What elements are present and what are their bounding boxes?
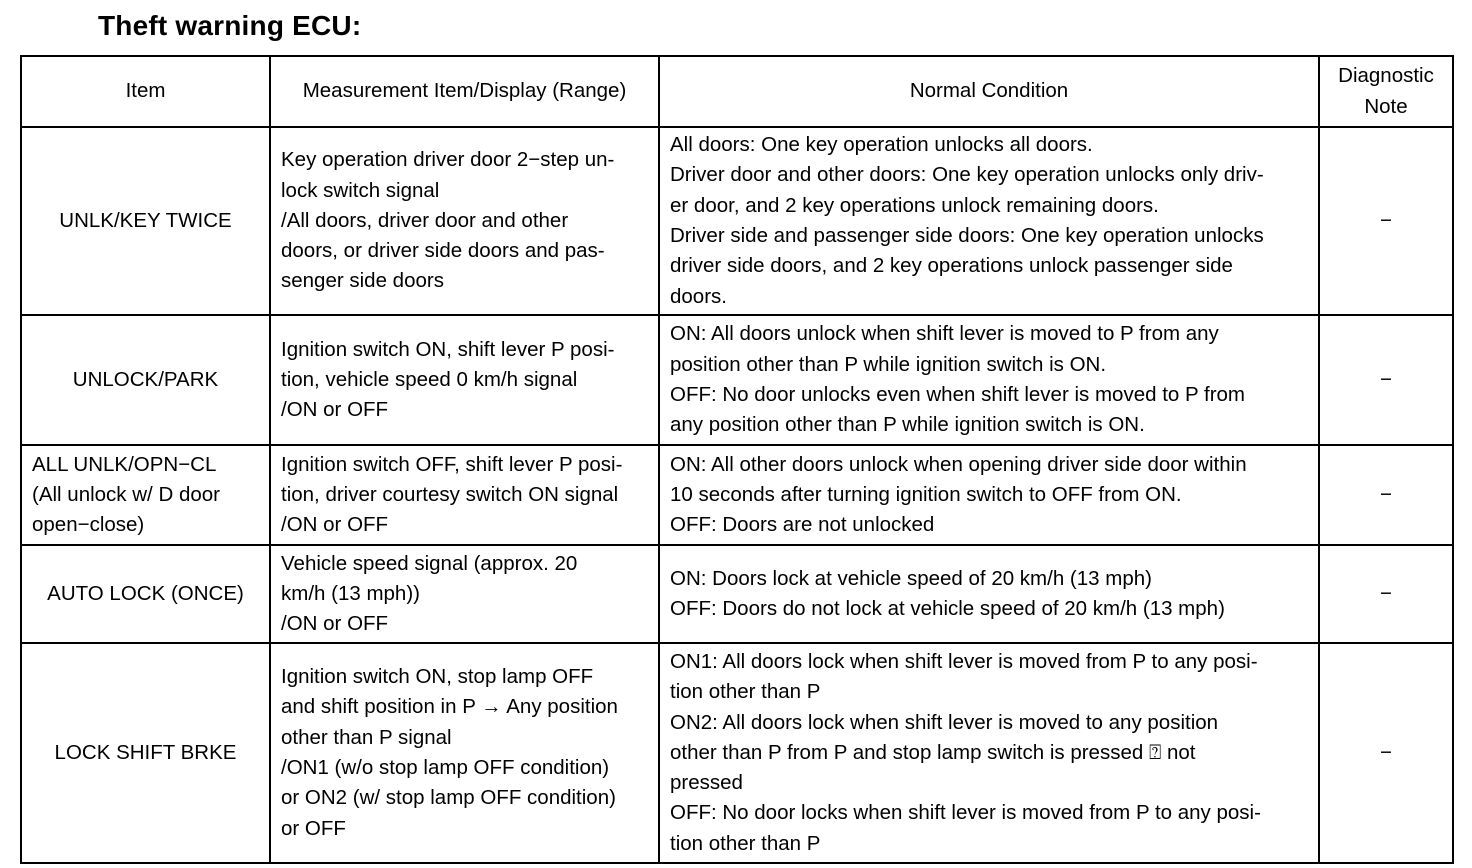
measurement-line: /ON or OFF (281, 398, 389, 422)
item-line: open−close) (32, 513, 145, 537)
measurement-line: doors, or driver side doors and pas- (281, 239, 605, 263)
normal-condition-cell (659, 643, 1319, 863)
item-cell (21, 315, 270, 445)
measurement-line: or OFF (281, 816, 346, 840)
normal-line: OFF: Doors do not lock at vehicle speed of 20 km/h (13 mph) (670, 597, 1225, 620)
item-line: ALL UNLK/OPN−CL (32, 452, 217, 476)
header-diagnostic-line: Diagnostic (1338, 64, 1434, 88)
measurement-line: tion, vehicle speed 0 km/h signal (281, 367, 578, 391)
diagnostic-note-cell: − (1319, 643, 1453, 863)
normal-line: OFF: No door locks when shift lever is moved from P to any posi- (670, 801, 1261, 825)
normal-line: Driver door and other doors: One key operation unlocks only driv- (670, 163, 1264, 187)
measurement-cell (270, 643, 659, 863)
diagnostic-note-cell: − (1319, 315, 1453, 445)
measurement-line: senger side doors (281, 269, 444, 293)
normal-line: er door, and 2 key operations unlock remaining doors. (670, 193, 1159, 217)
measurement-line: /ON or OFF (281, 612, 389, 636)
normal-line: doors. (670, 284, 727, 308)
table-row (21, 315, 1453, 445)
measurement-line: tion, driver courtesy switch ON signal (281, 482, 619, 506)
normal-line: ON1: All doors lock when shift lever is moved from P to any posi- (670, 649, 1258, 673)
item-cell (21, 127, 270, 315)
diagnostic-note-cell: − (1319, 545, 1453, 643)
diagnostic-note-cell: − (1319, 445, 1453, 545)
item-line: (All unlock w/ D door (32, 482, 220, 506)
normal-line: ON: Doors lock at vehicle speed of 20 km/h (13 mph) (670, 566, 1152, 590)
header-diagnostic-note (1319, 56, 1453, 127)
diagnostic-note-cell: − (1319, 127, 1453, 315)
table-header-row (21, 56, 1453, 127)
data-monitor-table (20, 55, 1454, 864)
measurement-cell (270, 315, 659, 445)
measurement-line: /ON1 (w/o stop lamp OFF condition) (281, 756, 610, 779)
normal-line: tion other than P (670, 680, 821, 704)
item-line: LOCK SHIFT BRKE (54, 740, 237, 764)
normal-line: All doors: One key operation unlocks all doors. (670, 133, 1093, 157)
page-title: Theft warning ECU: (98, 10, 362, 41)
measurement-cell (270, 445, 659, 545)
header-item: Item (21, 56, 270, 127)
normal-line: OFF: No door unlocks even when shift lever is moved to P from (670, 383, 1246, 406)
measurement-line: /ON or OFF (281, 513, 389, 537)
measurement-line: or ON2 (w/ stop lamp OFF condition) (281, 786, 616, 810)
normal-line: Driver side and passenger side doors: One key operation unlocks (670, 224, 1264, 247)
item-cell (21, 545, 270, 643)
normal-line: driver side doors, and 2 key operations unlock passenger side (670, 254, 1233, 278)
normal-line: position other than P while ignition switch is ON. (670, 352, 1107, 376)
measurement-line: lock switch signal (281, 178, 440, 202)
measurement-line: /All doors, driver door and other (281, 208, 569, 232)
item-line: UNLK/KEY TWICE (59, 208, 232, 232)
measurement-line: Key operation driver door 2−step un- (281, 148, 615, 172)
normal-line: pressed (670, 771, 743, 795)
normal-line: ON: All other doors unlock when opening driver side door within (670, 452, 1247, 476)
table-row (21, 643, 1453, 863)
item-cell (21, 445, 270, 545)
normal-condition-cell (659, 545, 1319, 643)
normal-line: ON: All doors unlock when shift lever is moved to P from any (670, 322, 1219, 346)
normal-line: ON2: All doors lock when shift lever is moved to any position (670, 710, 1219, 734)
measurement-line: Vehicle speed signal (approx. 20 (281, 551, 578, 575)
measurement-line: and shift position in P → Any position (281, 695, 618, 719)
item-line: UNLOCK/PARK (72, 367, 219, 391)
normal-line: 10 seconds after turning ignition switch to OFF from ON. (670, 482, 1182, 506)
measurement-cell (270, 545, 659, 643)
table-row (21, 127, 1453, 315)
normal-condition-cell (659, 315, 1319, 445)
normal-line: tion other than P (670, 831, 821, 855)
measurement-line: Ignition switch ON, shift lever P posi- (281, 337, 615, 361)
item-line: AUTO LOCK (ONCE) (47, 581, 244, 605)
measurement-line: Ignition switch ON, stop lamp OFF (281, 665, 594, 689)
normal-line: other than P from P and stop lamp switch is pressed ⍰ not (670, 740, 1196, 764)
normal-line: any position other than P while ignition switch is ON. (670, 413, 1145, 437)
header-measurement: Measurement Item/Display (Range) (270, 56, 659, 127)
table-row (21, 545, 1453, 643)
normal-line: OFF: Doors are not unlocked (670, 513, 935, 537)
header-note-line: Note (1364, 94, 1408, 118)
measurement-cell (270, 127, 659, 315)
measurement-line: Ignition switch OFF, shift lever P posi- (281, 452, 623, 476)
normal-condition-cell (659, 445, 1319, 545)
item-cell (21, 643, 270, 863)
table-row (21, 445, 1453, 545)
header-normal-condition: Normal Condition (659, 56, 1319, 127)
measurement-line: other than P signal (281, 725, 452, 749)
measurement-line: km/h (13 mph)) (281, 581, 420, 605)
normal-condition-cell (659, 127, 1319, 315)
